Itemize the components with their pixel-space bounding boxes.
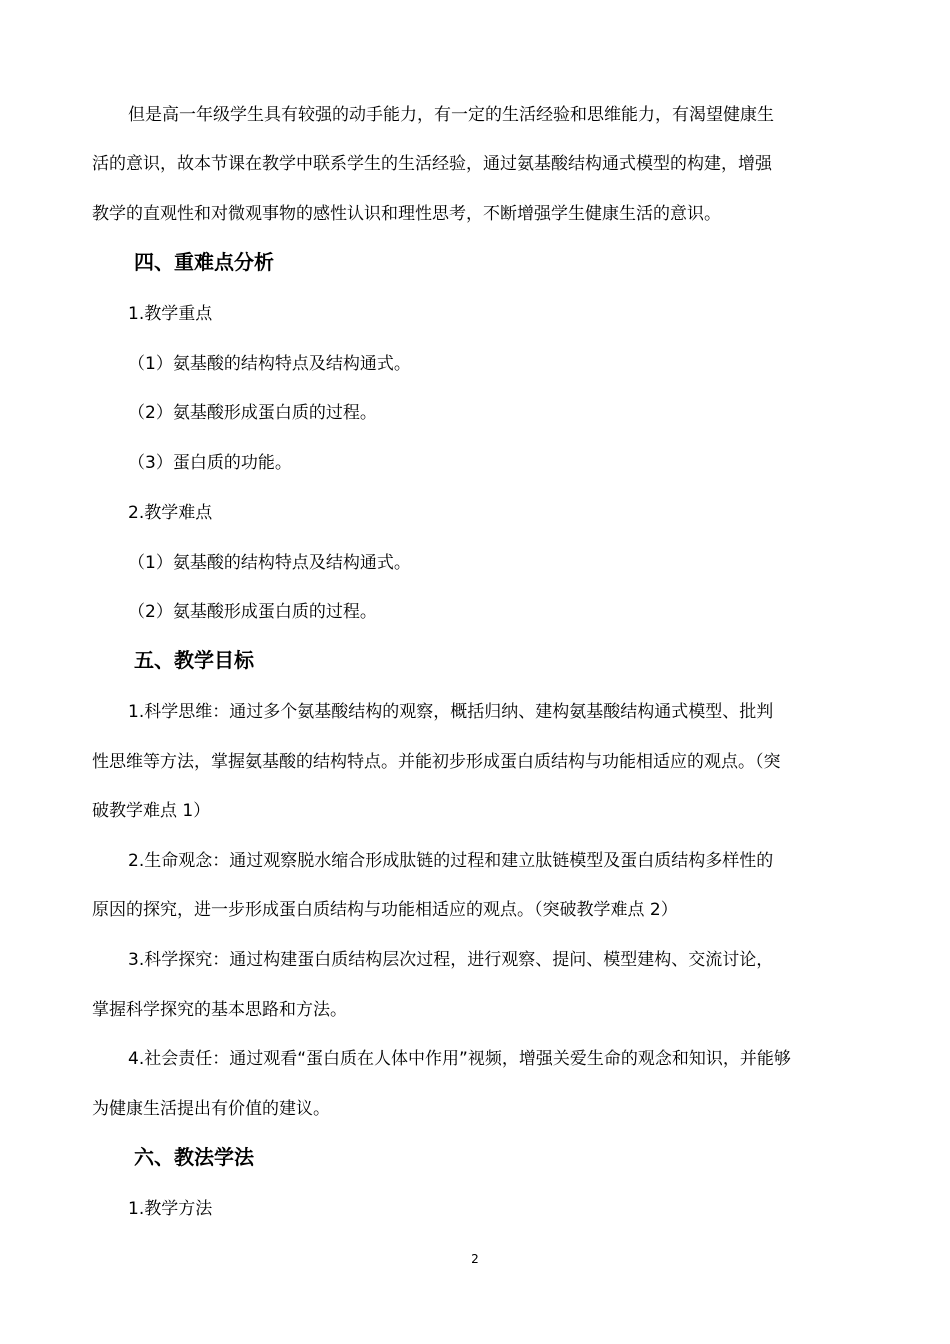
subheading: 2.教学难点 <box>128 503 213 523</box>
paragraph-line: 3.科学探究：通过构建蛋白质结构层次过程，进行观察、提问、模型建构、交流讨论， <box>128 950 774 970</box>
paragraph-line: 活的意识，故本节课在教学中联系学生的生活经验，通过氨基酸结构通式模型的构建，增强 <box>92 154 772 174</box>
paragraph-line: 4.社会责任：通过观看“蛋白质在人体中作用”视频，增强关爱生命的观念和知识，并能够 <box>128 1049 791 1069</box>
subheading: 1.教学方法 <box>128 1199 213 1219</box>
subheading: 1.教学重点 <box>128 304 213 324</box>
paragraph-line: 但是高一年级学生具有较强的动手能力，有一定的生活经验和思维能力，有渴望健康生 <box>128 105 774 125</box>
section-heading: 四、重难点分析 <box>134 250 274 274</box>
list-item: （2）氨基酸形成蛋白质的过程。 <box>128 602 377 622</box>
section-heading: 五、教学目标 <box>134 648 254 672</box>
section-heading: 六、教法学法 <box>134 1145 254 1169</box>
list-item: （1）氨基酸的结构特点及结构通式。 <box>128 354 411 374</box>
paragraph-line: 原因的探究，进一步形成蛋白质结构与功能相适应的观点。（突破教学难点 2） <box>92 900 678 920</box>
page-number: 2 <box>471 1252 479 1266</box>
paragraph-line: 掌握科学探究的基本思路和方法。 <box>92 1000 347 1020</box>
paragraph-line: 破教学难点 1） <box>92 801 211 821</box>
paragraph-line: 1.科学思维：通过多个氨基酸结构的观察，概括归纳、建构氨基酸结构通式模型、批判 <box>128 702 774 722</box>
list-item: （2）氨基酸形成蛋白质的过程。 <box>128 403 377 423</box>
paragraph-line: 性思维等方法，掌握氨基酸的结构特点。并能初步形成蛋白质结构与功能相适应的观点。（突 <box>92 752 781 772</box>
paragraph-line: 2.生命观念：通过观察脱水缩合形成肽链的过程和建立肽链模型及蛋白质结构多样性的 <box>128 851 774 871</box>
paragraph-line: 教学的直观性和对微观事物的感性认识和理性思考，不断增强学生健康生活的意识。 <box>92 204 721 224</box>
list-item: （1）氨基酸的结构特点及结构通式。 <box>128 553 411 573</box>
paragraph-line: 为健康生活提出有价值的建议。 <box>92 1099 330 1119</box>
list-item: （3）蛋白质的功能。 <box>128 453 292 473</box>
